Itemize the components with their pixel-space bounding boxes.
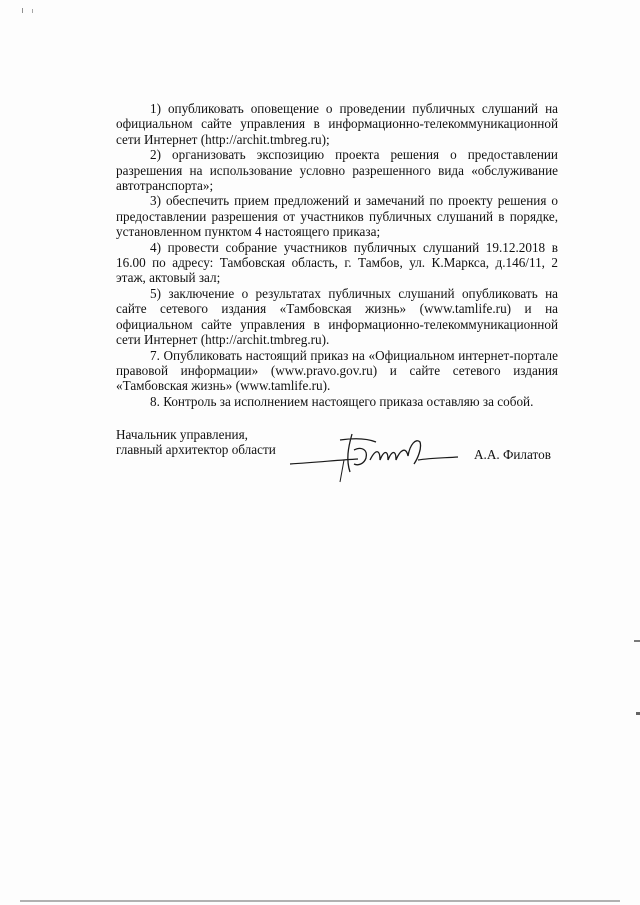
scan-mark-bottom-edge (20, 900, 620, 902)
order-item-3: 3) обеспечить прием предложений и замечаний по проекту решения о предоставлении разрешения от участников публичных слушаний в порядке, установленном пунктом 4 настоящего приказа; (116, 193, 558, 240)
signatory-position-line-1: Начальник управления, (116, 427, 248, 442)
order-item-4: 4) провести собрание участников публичных слушаний 19.12.2018 в 16.00 по адресу: Тамбовская область, г. Тамбов, ул. К.Маркса, д.146/11, 2 этаж, актовый зал; (116, 239, 558, 286)
scan-mark-top-left-2 (32, 9, 33, 13)
order-item-2: 2) организовать экспозицию проекта решения о предоставлении разрешения на использование условно разрешенного вида «обслуживание автотранспорта»; (116, 147, 558, 194)
signatory-position (116, 427, 276, 458)
signatory-position-line-2: главный архитектор области (116, 442, 276, 458)
order-item-7: 7. Опубликовать настоящий приказ на «Официальном интернет-портале правовой информации» (www.pravo.gov.ru) и сайте сетевого издания «Тамбовская жизнь» (www.tamlife.ru). (116, 347, 558, 394)
scan-mark-right-edge-2 (636, 712, 640, 715)
order-items (116, 101, 558, 409)
signatory-name: А.А. Филатов (474, 447, 551, 462)
scan-mark-top-left (22, 8, 23, 13)
order-item-5: 5) заключение о результатах публичных слушаний опубликовать на сайте сетевого издания «Тамбовская жизнь» (www.tamlife.ru) и на официальном сайте управления в информационно-телекоммуникационной сети Интернет (http://archit.tmbreg.ru). (116, 285, 558, 348)
scan-mark-right-edge (634, 640, 640, 642)
handwritten-signature (280, 420, 470, 490)
order-item-1: 1) опубликовать оповещение о проведении публичных слушаний на официальном сайте управления в информационно-телекоммуникационной сети Интернет (http://archit.tmbreg.ru); (116, 101, 558, 147)
order-item-8: 8. Контроль за исполнением настоящего приказа оставляю за собой. (150, 393, 534, 409)
